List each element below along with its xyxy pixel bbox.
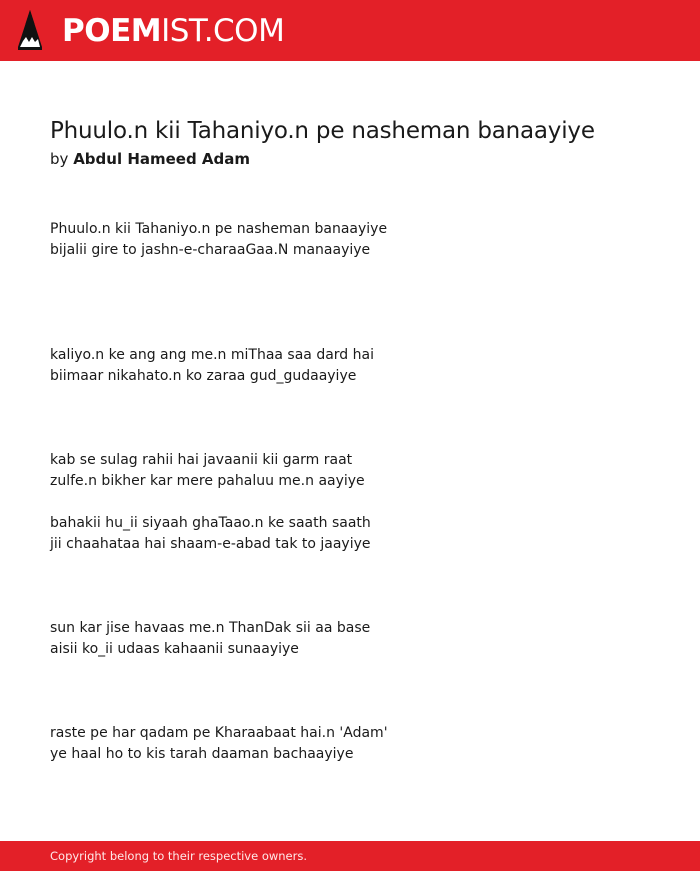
stanza	[50, 219, 387, 261]
site-header	[0, 0, 700, 61]
poem-line: sun kar jise havaas me.n ThanDak sii aa base	[50, 620, 371, 636]
poem-line: ye haal ho to kis tarah daaman bachaayiye	[50, 746, 354, 762]
logo-bold-text: POEM	[62, 13, 162, 49]
stanza	[50, 513, 371, 555]
poem-line: kaliyo.n ke ang ang me.n miThaa saa dard hai	[50, 347, 374, 363]
poem-line: bijalii gire to jashn-e-charaaGaa.N manaayiye	[50, 242, 371, 258]
poem-line: zulfe.n bikher kar mere pahaluu me.n aayiye	[50, 473, 365, 489]
pencil-tip-icon[interactable]	[17, 9, 43, 51]
stanza	[50, 345, 374, 387]
poem-line: aisii ko_ii udaas kahaanii sunaayiye	[50, 641, 299, 657]
author-name: Abdul Hameed Adam	[73, 150, 251, 168]
stanza	[50, 723, 388, 765]
stanza	[50, 618, 370, 660]
copyright-text: Copyright belong to their respective owners.	[50, 849, 308, 863]
poem-line: jii chaahataa hai shaam-e-abad tak to jaayiye	[50, 536, 371, 552]
poem-line: raste pe har qadam pe Kharaabaat hai.n 'Adam'	[50, 725, 388, 741]
byline	[50, 149, 250, 169]
stanza	[50, 450, 365, 492]
poem-line: bahakii hu_ii siyaah ghaTaao.n ke saath saath	[50, 515, 371, 531]
poem-line: kab se sulag rahii hai javaanii kii garm raat	[50, 452, 353, 468]
site-footer	[0, 841, 700, 871]
poem-line: Phuulo.n kii Tahaniyo.n pe nasheman banaayiye	[50, 221, 388, 237]
site-logo[interactable]	[62, 11, 284, 51]
by-label: by	[50, 150, 69, 168]
poem-title: Phuulo.n kii Tahaniyo.n pe nasheman banaayiye	[50, 118, 595, 144]
logo-light-text: IST.COM	[161, 13, 285, 49]
poem-line: biimaar nikahato.n ko zaraa gud_gudaayiye	[50, 368, 357, 384]
